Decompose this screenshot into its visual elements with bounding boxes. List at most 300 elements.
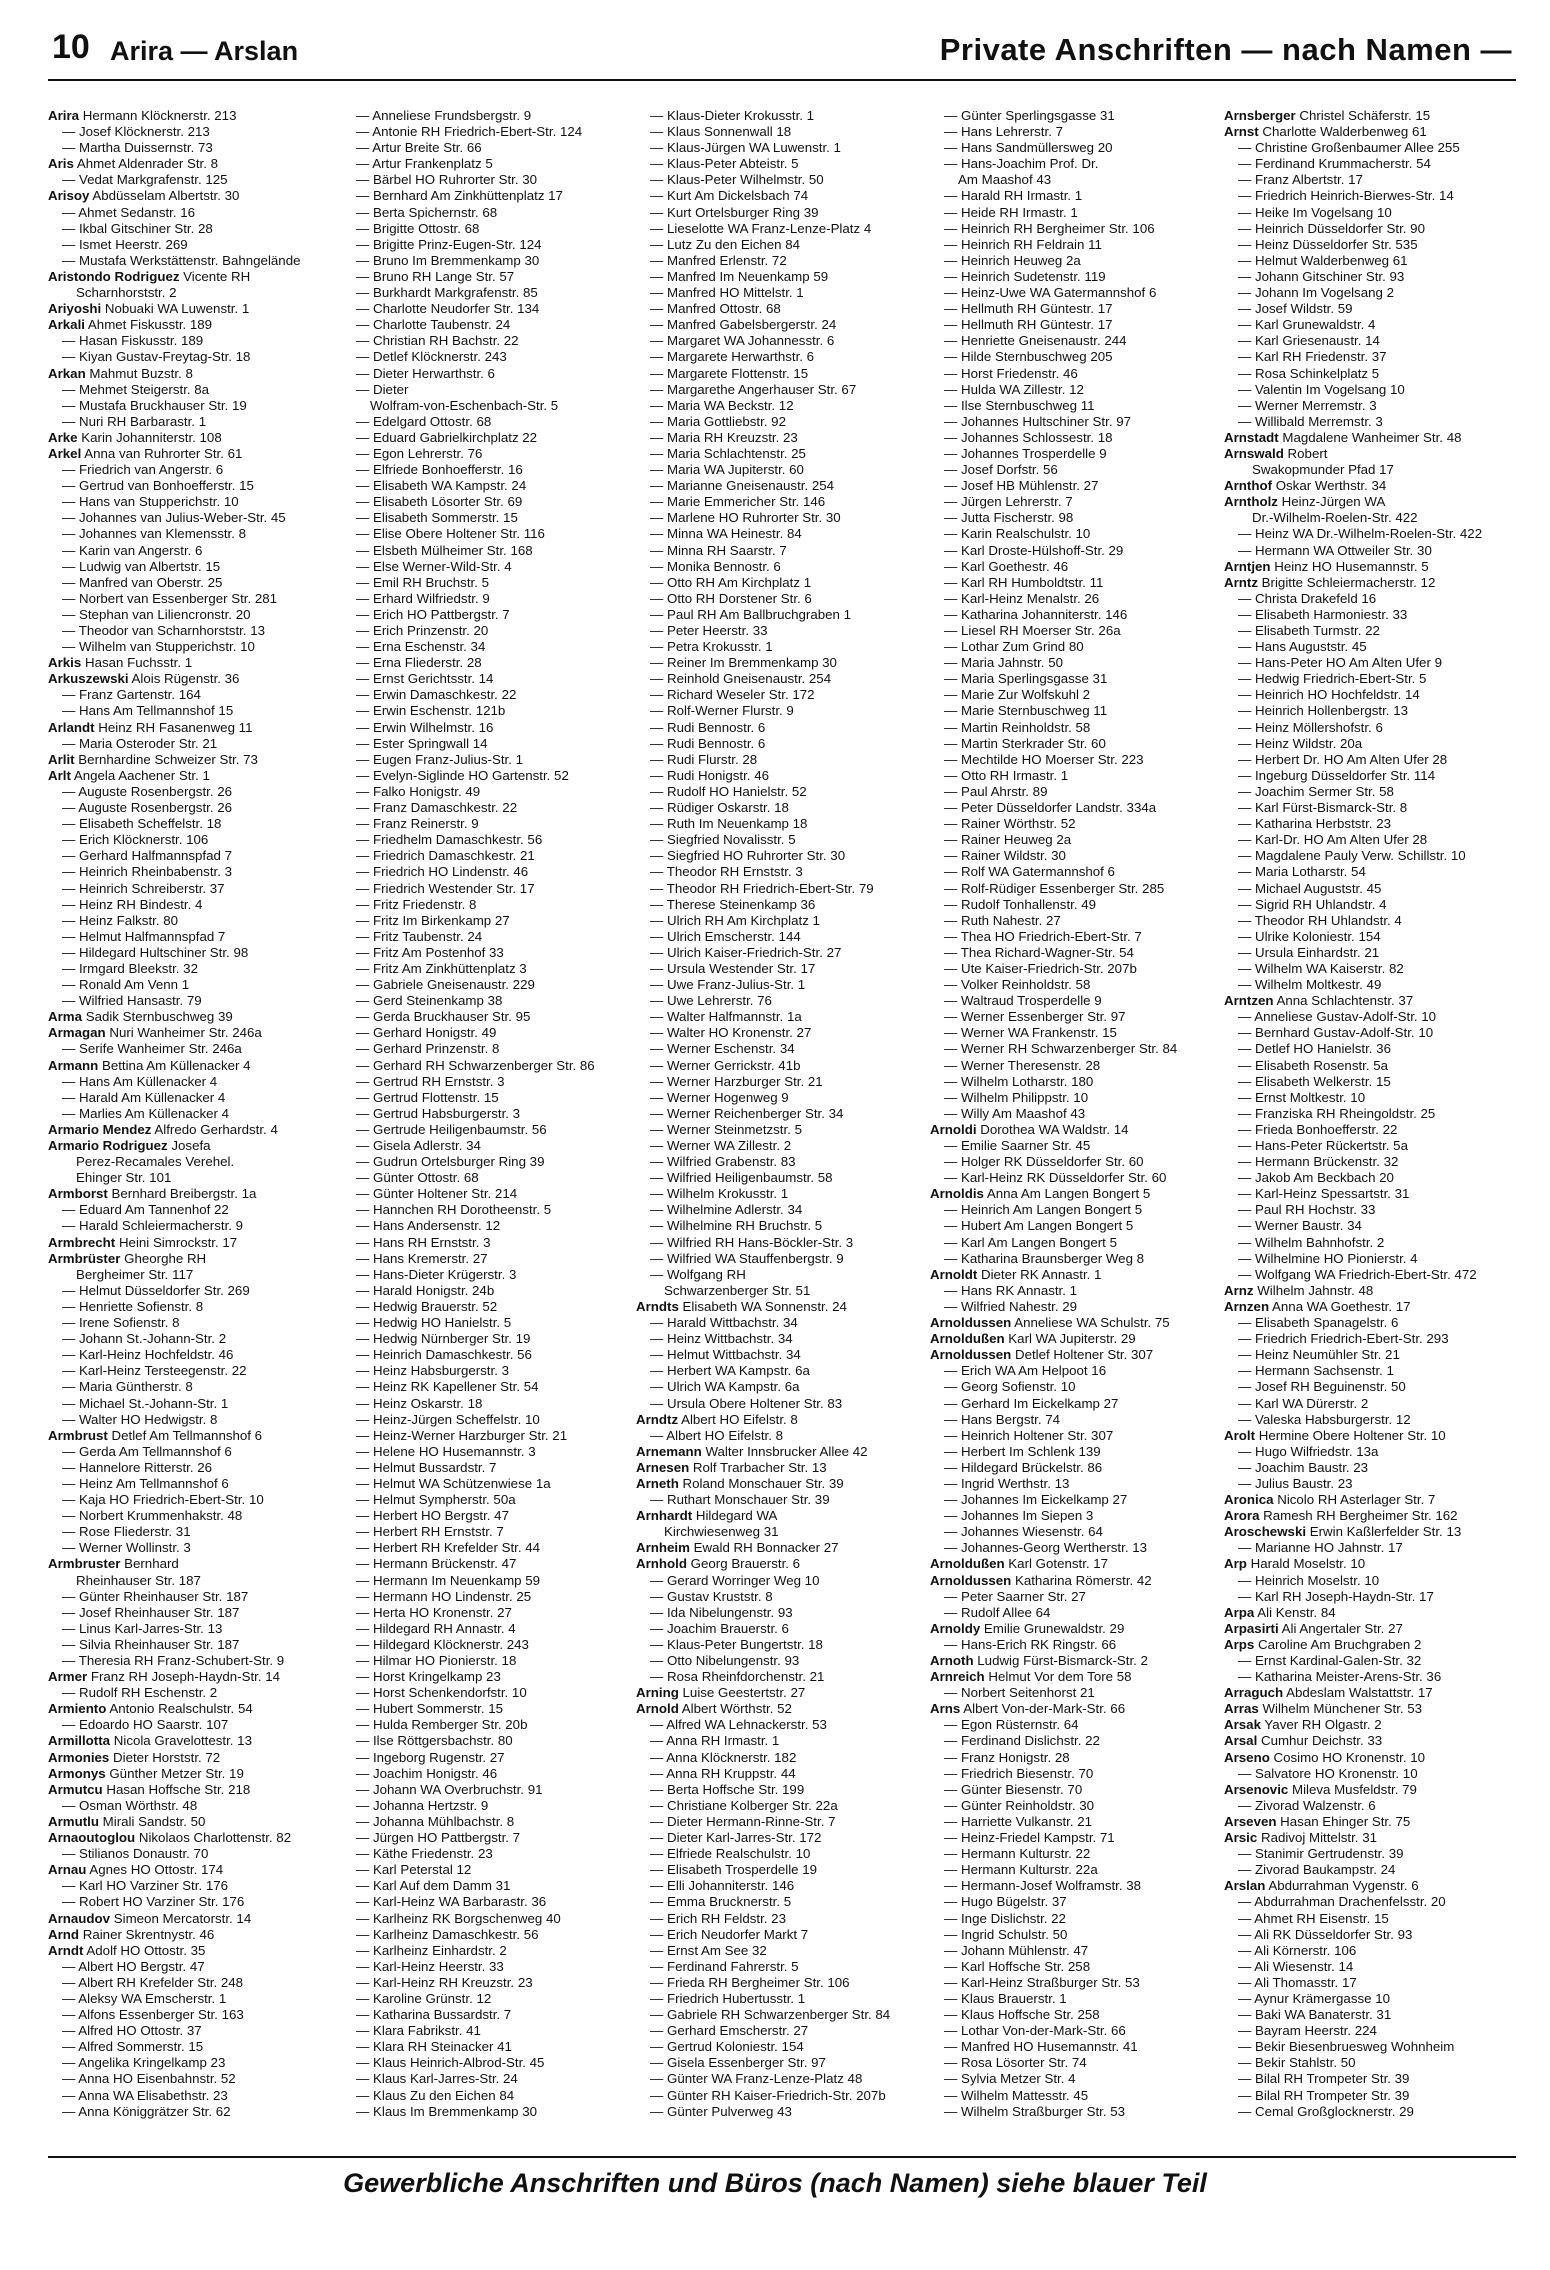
- listing-entry: [930, 221, 1224, 237]
- listing-entry: [636, 1170, 930, 1186]
- listing-entry: [636, 1911, 930, 1927]
- entry-text: — Theodor RH Ernststr. 3: [650, 864, 803, 880]
- entry-text: Dr.-Wilhelm-Roelen-Str. 422: [1252, 510, 1418, 526]
- listing-entry: [1224, 446, 1518, 462]
- listing-entry: [1224, 1347, 1518, 1363]
- listing-entry: [636, 736, 930, 752]
- surname: Arns: [930, 1701, 961, 1717]
- listing-entry: [1224, 1122, 1518, 1138]
- listing-entry: [930, 1669, 1224, 1685]
- entry-text: — Klaus-Peter Wilhelmstr. 50: [650, 172, 824, 188]
- entry-text: — Wilfried Hansastr. 79: [62, 993, 202, 1009]
- listing-entry: [48, 510, 342, 526]
- listing-entry: [930, 1927, 1224, 1943]
- entry-text: — Cemal Großglocknerstr. 29: [1238, 2103, 1414, 2119]
- entry-text: — Paul RH Hochstr. 33: [1238, 1202, 1376, 1218]
- entry-text: — Gerda Bruckhauser Str. 95: [356, 1009, 531, 1025]
- surname: Arpa: [1224, 1604, 1255, 1620]
- entry-text: — Hermann Kulturstr. 22a: [944, 1862, 1098, 1878]
- entry-text: — Gertrud Koloniestr. 154: [650, 2039, 804, 2055]
- entry-text: — Helmut Bussardstr. 7: [356, 1459, 497, 1475]
- entry-text: — Peter Heerstr. 33: [650, 623, 768, 638]
- listing-entry: [342, 1927, 636, 1943]
- entry-text: — Klaus-Dieter Krokusstr. 1: [650, 108, 815, 123]
- entry-text: — Ingrid Werthstr. 13: [944, 1475, 1070, 1491]
- entry-text: — Rose Fliederstr. 31: [62, 1524, 191, 1540]
- entry-text: — Gerhard Im Eickelkamp 27: [944, 1395, 1119, 1411]
- listing-entry: [342, 285, 636, 301]
- listing-entry: [342, 510, 636, 526]
- entry-text: — Karin Realschulstr. 10: [944, 526, 1091, 542]
- entry-text: — Gertrud Habsburgerstr. 3: [356, 1105, 521, 1121]
- entry-text: Hermann Klöcknerstr. 213: [79, 108, 237, 123]
- entry-text: — Thea Richard-Wagner-Str. 54: [944, 944, 1134, 960]
- listing-entry: [930, 1685, 1224, 1701]
- surname: Arnheim: [636, 1540, 690, 1556]
- entry-text: — Franz Reinerstr. 9: [356, 816, 479, 832]
- surname: Armillotta: [48, 1733, 111, 1749]
- listing-entry: [930, 1782, 1224, 1798]
- listing-entry: [1224, 752, 1518, 768]
- entry-text: — Hermann Brückenstr. 47: [356, 1556, 517, 1572]
- listing-entry: [930, 1637, 1224, 1653]
- entry-text: — Albert HO Bergstr. 47: [62, 1958, 205, 1974]
- listing-entry: [48, 398, 342, 414]
- listing-entry: [636, 832, 930, 848]
- entry-text: — Wolfgang WA Friedrich-Ebert-Str. 472: [1238, 1266, 1477, 1282]
- entry-text: — Linus Karl-Jarres-Str. 13: [62, 1620, 223, 1636]
- listing-entry: [930, 881, 1224, 897]
- listing-entry: [1224, 2104, 1518, 2120]
- listing-entry: [342, 237, 636, 253]
- entry-text: — Johannes Hultschiner Str. 97: [944, 413, 1131, 429]
- listing-entry: [636, 1717, 930, 1733]
- listing-entry: [342, 703, 636, 719]
- surname: Arnoldussen: [930, 1572, 1012, 1588]
- entry-text: — Ernst Moltkestr. 10: [1238, 1089, 1366, 1105]
- entry-text: — Emil RH Bruchstr. 5: [356, 574, 489, 590]
- entry-text: Nicolo RH Asterlager Str. 7: [1273, 1492, 1436, 1508]
- listing-entry: [930, 269, 1224, 285]
- listing-entry: [1224, 1267, 1518, 1283]
- listing-entry: [1224, 1782, 1518, 1798]
- listing-entry: [636, 671, 930, 687]
- entry-text: — Elisabeth Sommerstr. 15: [356, 510, 518, 526]
- listing-entry: [930, 366, 1224, 382]
- surname: Arnreich: [930, 1669, 985, 1685]
- entry-text: — Eduard Am Tannenhof 22: [62, 1202, 229, 1218]
- entry-text: — Johannes van Klemensstr. 8: [62, 526, 247, 542]
- listing-entry: [1224, 1009, 1518, 1025]
- entry-text: — Heinz Am Tellmannshof 6: [62, 1475, 229, 1491]
- listing-entry: [48, 1235, 342, 1251]
- listing-entry: [342, 205, 636, 221]
- listing-entry: [342, 1218, 636, 1234]
- listing-entry: [636, 977, 930, 993]
- listing-entry: [636, 2023, 930, 2039]
- entry-text: — Rudolf RH Eschenstr. 2: [62, 1685, 218, 1701]
- entry-text: — Karoline Grünstr. 12: [356, 1990, 492, 2006]
- entry-text: Hasan Fuchsstr. 1: [81, 655, 193, 671]
- entry-text: — Heinz WA Dr.-Wilhelm-Roelen-Str. 422: [1238, 526, 1483, 542]
- listing-entry: [1224, 961, 1518, 977]
- listing-entry: [636, 1830, 930, 1846]
- entry-text: — Gerhard RH Schwarzenberger Str. 86: [356, 1057, 595, 1073]
- entry-text: Agnes HO Ottostr. 174: [86, 1862, 224, 1878]
- entry-text: — Maria Jahnstr. 50: [944, 655, 1063, 671]
- entry-text: — Rolf-Werner Flurstr. 9: [650, 703, 794, 719]
- listing-column-4: [930, 108, 1224, 2138]
- listing-entry: [930, 1154, 1224, 1170]
- entry-text: — Dieter Herwarthstr. 6: [356, 365, 495, 381]
- surname: Arsenovic: [1224, 1781, 1289, 1797]
- listing-entry: [48, 736, 342, 752]
- entry-text: — Heinz Wittbachstr. 34: [650, 1331, 793, 1347]
- entry-text: — Karl-Heinz Heerstr. 33: [356, 1958, 504, 1974]
- entry-text: — Horst Friedenstr. 46: [944, 365, 1078, 381]
- listing-entry: [342, 1766, 636, 1782]
- listing-entry: [1224, 1524, 1518, 1540]
- entry-text: Cumhur Deichstr. 33: [1257, 1733, 1383, 1749]
- listing-entry: [342, 366, 636, 382]
- listing-entry: [636, 1508, 930, 1524]
- listing-entry: [342, 1717, 636, 1733]
- listing-entry: [636, 1621, 930, 1637]
- listing-entry: [48, 687, 342, 703]
- listing-entry: [1224, 591, 1518, 607]
- listing-entry: [636, 317, 930, 333]
- listing-entry: [48, 1186, 342, 1202]
- entry-text: — Hasan Fiskusstr. 189: [62, 333, 204, 349]
- entry-text: — Rudi Flurstr. 28: [650, 751, 758, 767]
- surname: Armutlu: [48, 1813, 99, 1829]
- listing-entry: [48, 591, 342, 607]
- surname: Arnesen: [636, 1459, 690, 1475]
- listing-entry: [930, 140, 1224, 156]
- listing-entry: [636, 768, 930, 784]
- entry-text: — Petra Krokusstr. 1: [650, 639, 773, 655]
- entry-text: Wilhelm Jahnstr. 48: [1253, 1282, 1374, 1298]
- listing-entry: [48, 140, 342, 156]
- entry-text: Alfredo Gerhardstr. 4: [151, 1121, 278, 1137]
- listing-entry: [342, 1975, 636, 1991]
- entry-text: — Magdalene Pauly Verw. Schillstr. 10: [1238, 848, 1466, 864]
- entry-text: — Helmut Halfmannspfad 7: [62, 928, 226, 944]
- entry-text: — Horst Kringelkamp 23: [356, 1669, 501, 1685]
- entry-text: — Antonie RH Friedrich-Ebert-Str. 124: [356, 124, 583, 140]
- entry-text: — Harald Wittbachstr. 34: [650, 1315, 798, 1331]
- entry-text: — Günter Pulverweg 43: [650, 2103, 792, 2119]
- entry-text: — Karlheinz Damaschkestr. 56: [356, 1926, 539, 1942]
- listing-entry: [930, 1991, 1224, 2007]
- listing-entry: [636, 1074, 930, 1090]
- entry-text: — Manfred Ottostr. 68: [650, 301, 781, 317]
- listing-entry: [1224, 349, 1518, 365]
- surname: Armbrüster: [48, 1250, 121, 1266]
- listing-entry: [930, 1090, 1224, 1106]
- entry-text: Bernhard Breibergstr. 1a: [107, 1186, 257, 1202]
- listing-entry: [636, 639, 930, 655]
- entry-text: — Gerhard Emscherstr. 27: [650, 2023, 809, 2039]
- listing-column-5: [1224, 108, 1518, 2138]
- listing-entry: [342, 1540, 636, 1556]
- listing-entry: [930, 1235, 1224, 1251]
- entry-text: — Werner Harzburger Str. 21: [650, 1073, 823, 1089]
- name-range: Arira — Arslan: [110, 36, 299, 66]
- entry-text: — Sylvia Metzer Str. 4: [944, 2071, 1076, 2087]
- surname: Ariyoshi: [48, 301, 102, 317]
- surname: Arnswald: [1224, 445, 1284, 461]
- listing-entry: [930, 1814, 1224, 1830]
- surname: Arsic: [1224, 1830, 1258, 1846]
- listing-entry: [636, 929, 930, 945]
- listing-entry: [636, 1605, 930, 1621]
- entry-text: — Katharina Johanniterstr. 146: [944, 606, 1128, 622]
- listing-entry: [1224, 1669, 1518, 1685]
- entry-text: — Gerd Steinenkamp 38: [356, 993, 503, 1009]
- listing-entry: [1224, 1202, 1518, 1218]
- listing-entry: [636, 848, 930, 864]
- listing-entry: [48, 671, 342, 687]
- entry-text: — Hermann WA Ottweiler Str. 30: [1238, 542, 1432, 558]
- entry-text: — Bilal RH Trompeter Str. 39: [1238, 2087, 1410, 2103]
- listing-entry: [342, 269, 636, 285]
- entry-text: Hasan Ehinger Str. 75: [1276, 1813, 1411, 1829]
- entry-text: — Klaus Karl-Jarres-Str. 24: [356, 2071, 518, 2087]
- entry-text: — Klaus Hoffsche Str. 258: [944, 2007, 1100, 2023]
- entry-text: — Klaus-Jürgen WA Luwenstr. 1: [650, 140, 841, 156]
- listing-entry: [1224, 205, 1518, 221]
- entry-text: Anneliese WA Schulstr. 75: [1011, 1315, 1170, 1331]
- listing-entry: [636, 285, 930, 301]
- listing-entry: [930, 172, 1224, 188]
- listing-entry: [930, 1621, 1224, 1637]
- entry-text: Simeon Mercatorstr. 14: [110, 1910, 252, 1926]
- surname: Armbrust: [48, 1427, 108, 1443]
- entry-text: — Margarethe Angerhauser Str. 67: [650, 381, 857, 397]
- listing-entry: [342, 1041, 636, 1057]
- surname: Arndts: [636, 1298, 679, 1314]
- listing-entry: [342, 591, 636, 607]
- entry-text: — Ahmet Sedanstr. 16: [62, 204, 196, 220]
- entry-text: — Ingeborg Rugenstr. 27: [356, 1749, 505, 1765]
- entry-text: — Ernst Kardinal-Galen-Str. 32: [1238, 1653, 1422, 1668]
- entry-text: Karl WA Jupiterstr. 29: [1004, 1331, 1136, 1347]
- entry-text: — Heinrich Schreiberstr. 37: [62, 880, 225, 896]
- surname: Arnoth: [930, 1653, 974, 1668]
- listing-entry: [636, 720, 930, 736]
- listing-entry: [1224, 1138, 1518, 1154]
- listing-entry: [1224, 1685, 1518, 1701]
- listing-entry: [1224, 897, 1518, 913]
- entry-text: Hasan Hoffsche Str. 218: [102, 1781, 251, 1797]
- listing-entry: [636, 1589, 930, 1605]
- entry-text: — Bilal RH Trompeter Str. 39: [1238, 2071, 1410, 2087]
- listing-entry: [636, 1653, 930, 1669]
- entry-text: — Margarete Herwarthstr. 6: [650, 349, 815, 365]
- entry-text: — Karl Droste-Hülshoff-Str. 29: [944, 542, 1124, 558]
- entry-text: — Mustafa Werkstättenstr. Bahngelände: [62, 252, 301, 268]
- listing-entry: [930, 864, 1224, 880]
- entry-text: — Alfons Essenberger Str. 163: [62, 2007, 244, 2023]
- listing-entry: [930, 1251, 1224, 1267]
- listing-entry: [636, 2088, 930, 2104]
- listing-entry: [636, 1009, 930, 1025]
- surname: Arnaudov: [48, 1910, 111, 1926]
- listing-entry: [636, 1235, 930, 1251]
- entry-text: — Lutz Zu den Eichen 84: [650, 236, 801, 252]
- listing-entry: [930, 1041, 1224, 1057]
- entry-text: Magdalene Wanheimer Str. 48: [1278, 429, 1462, 445]
- listing-entry: [636, 1959, 930, 1975]
- entry-text: — Hans Bergstr. 74: [944, 1411, 1061, 1427]
- listing-entry: [342, 140, 636, 156]
- surname: Arndt: [48, 1942, 84, 1958]
- listing-entry: [1224, 1396, 1518, 1412]
- surname: Arnoldy: [930, 1620, 981, 1636]
- surname: Arnzen: [1224, 1298, 1270, 1314]
- entry-text: — Karlheinz RK Borgschenweg 40: [356, 1910, 561, 1926]
- entry-text: — Frieda Bonhoefferstr. 22: [1238, 1121, 1398, 1137]
- listing-entry: [1224, 1492, 1518, 1508]
- listing-entry: [930, 349, 1224, 365]
- entry-text: — Klaus Heinrich-Albrod-Str. 45: [356, 2055, 545, 2071]
- listing-entry: [342, 1621, 636, 1637]
- listing-entry: [636, 2007, 930, 2023]
- listing-entry: [342, 1106, 636, 1122]
- entry-text: — Franz Gartenstr. 164: [62, 687, 201, 703]
- entry-text: — Marlene HO Ruhrorter Str. 30: [650, 510, 841, 526]
- listing-entry: [342, 1331, 636, 1347]
- entry-text: — Therese Steinenkamp 36: [650, 896, 816, 912]
- entry-text: — Egon Lehrerstr. 76: [356, 445, 483, 461]
- entry-text: Ramesh RH Bergheimer Str. 162: [1259, 1508, 1458, 1524]
- listing-entry: [930, 543, 1224, 559]
- entry-text: — Heinz-Uwe WA Gatermannshof 6: [944, 285, 1157, 301]
- entry-text: — Rosa Schinkelplatz 5: [1238, 365, 1380, 381]
- entry-text: — Karin van Angerstr. 6: [62, 542, 203, 558]
- entry-text: — Ismet Heerstr. 269: [62, 236, 188, 252]
- surname: Arkali: [48, 317, 85, 333]
- surname: Arora: [1224, 1508, 1260, 1524]
- entry-text: — Ilse Röttgersbachstr. 80: [356, 1733, 513, 1749]
- entry-text: — Anna RH Irmastr. 1: [650, 1733, 780, 1749]
- entry-text: — Herbert RH Ernststr. 7: [356, 1524, 504, 1540]
- entry-text: — Heinrich Düsseldorfer Str. 90: [1238, 220, 1425, 236]
- listing-entry: [48, 1331, 342, 1347]
- listing-entry: [930, 1878, 1224, 1894]
- listing-entry: [1224, 2023, 1518, 2039]
- listing-entry: [342, 253, 636, 269]
- listing-entry: [48, 897, 342, 913]
- surname: Arntz: [1224, 574, 1258, 590]
- listing-entry: [1224, 1186, 1518, 1202]
- listing-entry: [1224, 317, 1518, 333]
- entry-text: — Katharina Bussardstr. 7: [356, 2007, 512, 2023]
- entry-text: — Egon Rüsternstr. 64: [944, 1717, 1079, 1733]
- listing-entry: [342, 1637, 636, 1653]
- entry-text: — Liesel RH Moerser Str. 26a: [944, 623, 1121, 638]
- entry-text: — Karl Goethestr. 46: [944, 558, 1069, 574]
- listing-entry: [48, 1540, 342, 1556]
- entry-text: — Josef RH Beguinenstr. 50: [1238, 1379, 1406, 1395]
- listing-entry: [636, 205, 930, 221]
- listing-entry: [636, 2104, 930, 2120]
- entry-text: — Ulrich Kaiser-Friedrich-Str. 27: [650, 944, 842, 960]
- entry-text: — Charlotte Taubenstr. 24: [356, 317, 511, 333]
- listing-entry: [1224, 575, 1518, 591]
- entry-text: — Berta Spichernstr. 68: [356, 204, 498, 220]
- entry-text: Karl Gotenstr. 17: [1004, 1556, 1109, 1572]
- listing-entry: [1224, 1170, 1518, 1186]
- surname: Arslan: [1224, 1878, 1266, 1894]
- listing-entry: [636, 494, 930, 510]
- listing-entry: [930, 446, 1224, 462]
- listing-entry: [930, 929, 1224, 945]
- listing-entry: [1224, 1090, 1518, 1106]
- surname: Arnthof: [1224, 478, 1272, 494]
- entry-text: — Alfred WA Lehnackerstr. 53: [650, 1717, 827, 1733]
- entry-text: — Harald RH Irmastr. 1: [944, 188, 1083, 204]
- listing-entry: [1224, 285, 1518, 301]
- listing-entry: [48, 1717, 342, 1733]
- entry-text: — Lothar Von-der-Mark-Str. 66: [944, 2023, 1126, 2039]
- entry-text: Ludwig Fürst-Bismarck-Str. 2: [973, 1653, 1148, 1668]
- listing-entry: [636, 1846, 930, 1862]
- entry-text: — Franz Albertstr. 17: [1238, 172, 1363, 188]
- surname: Armann: [48, 1057, 99, 1073]
- entry-text: — Ali RK Düsseldorfer Str. 93: [1238, 1926, 1413, 1942]
- listing-entry: [930, 1540, 1224, 1556]
- listing-entry: [48, 156, 342, 172]
- entry-text: — Margaret WA Johannesstr. 6: [650, 333, 835, 349]
- entry-text: — Hugo Bügelstr. 37: [944, 1894, 1067, 1910]
- entry-text: — Aleksy WA Emscherstr. 1: [62, 1990, 227, 2006]
- entry-text: — Kaja HO Friedrich-Ebert-Str. 10: [62, 1492, 264, 1508]
- listing-entry: [636, 575, 930, 591]
- listing-entry: [342, 1074, 636, 1090]
- listing-entry: [1224, 462, 1518, 478]
- listing-entry: [1224, 382, 1518, 398]
- listing-entry: [636, 1041, 930, 1057]
- listing-entry: [48, 1911, 342, 1927]
- listing-entry: [1224, 1975, 1518, 1991]
- entry-text: — Hulda WA Zillestr. 12: [944, 381, 1084, 397]
- entry-text: — Hedwig Brauerstr. 52: [356, 1298, 498, 1314]
- listing-entry: [342, 736, 636, 752]
- listing-columns: [48, 108, 1520, 2138]
- listing-entry: [342, 1524, 636, 1540]
- listing-entry: [930, 237, 1224, 253]
- entry-text: Bernhardine Schweizer Str. 73: [74, 751, 258, 767]
- listing-entry: [636, 446, 930, 462]
- surname: Arsal: [1224, 1733, 1258, 1749]
- entry-text: — Rainer Wildstr. 30: [944, 848, 1066, 864]
- entry-text: — Anna RH Kruppstr. 44: [650, 1765, 796, 1781]
- listing-entry: [342, 108, 636, 124]
- entry-text: — Josef Klöcknerstr. 213: [62, 124, 210, 140]
- surname: Arps: [1224, 1636, 1255, 1652]
- listing-entry: [48, 1202, 342, 1218]
- entry-text: — Hedwig Nürnberger Str. 19: [356, 1331, 531, 1347]
- entry-text: — Heinz RH Bindestr. 4: [62, 896, 203, 912]
- entry-text: — Evelyn-Siglinde HO Gartenstr. 52: [356, 767, 569, 783]
- listing-entry: [1224, 687, 1518, 703]
- listing-entry: [48, 1492, 342, 1508]
- entry-text: — Albert RH Krefelder Str. 248: [62, 1974, 244, 1990]
- listing-entry: [342, 2039, 636, 2055]
- entry-text: — Willibald Merremstr. 3: [1238, 413, 1383, 429]
